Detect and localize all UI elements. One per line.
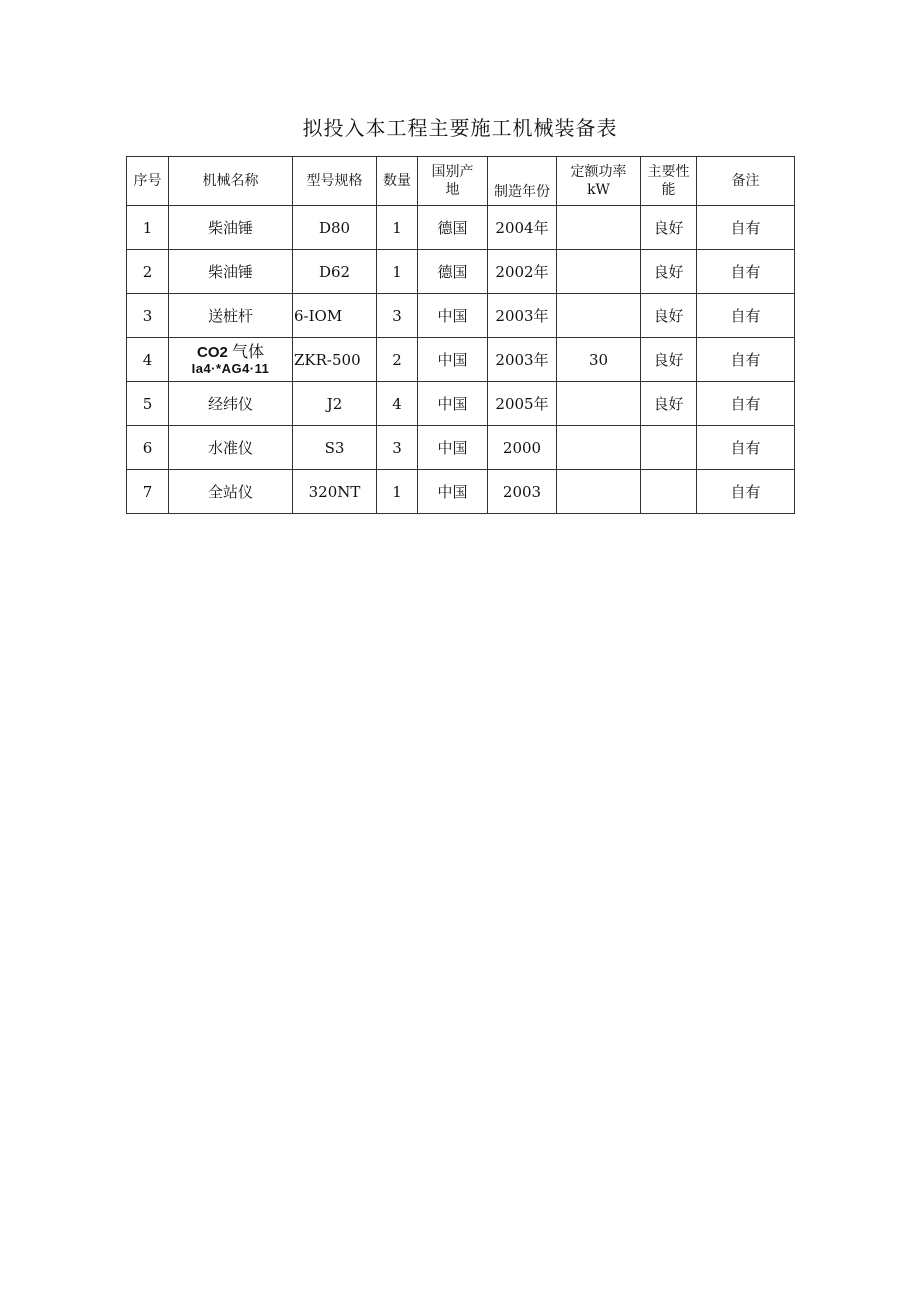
cell-year: 2005年 <box>488 382 557 426</box>
header-power <box>557 157 641 206</box>
cell-note: 自有 <box>697 294 795 338</box>
table-row <box>127 250 795 294</box>
cell-note: 自有 <box>697 338 795 382</box>
cell-qty: 1 <box>377 206 418 250</box>
table-row <box>127 382 795 426</box>
cell-perf <box>641 426 697 470</box>
cell-seq: 2 <box>127 250 169 294</box>
cell-perf: 良好 <box>641 250 697 294</box>
cell-name: 柴油锤 <box>169 250 293 294</box>
cell-note: 自有 <box>697 470 795 514</box>
cell-name-line1 <box>169 343 292 361</box>
cell-perf <box>641 470 697 514</box>
cell-year: 2000 <box>488 426 557 470</box>
table-row <box>127 470 795 514</box>
header-power-line2: kW <box>587 182 610 198</box>
header-name: 机械名称 <box>169 157 293 206</box>
cell-origin: 中国 <box>418 294 488 338</box>
cell-name-line2: Ia4·*AG4·11 <box>191 361 270 376</box>
cell-model: D62 <box>293 250 377 294</box>
cell-origin: 中国 <box>418 338 488 382</box>
cell-perf: 良好 <box>641 338 697 382</box>
table-row <box>127 206 795 250</box>
cell-power <box>557 382 641 426</box>
header-qty: 数量 <box>377 157 418 206</box>
cell-qty: 3 <box>377 294 418 338</box>
header-year-label: 制造年份 <box>494 184 550 200</box>
cell-origin: 德国 <box>418 250 488 294</box>
cell-model: S3 <box>293 426 377 470</box>
cell-model: D80 <box>293 206 377 250</box>
page-title: 拟投入本工程主要施工机械装备表 <box>302 116 618 140</box>
cell-qty: 3 <box>377 426 418 470</box>
cell-name: 送桩杆 <box>169 294 293 338</box>
header-origin-line2: 地 <box>445 182 460 198</box>
header-perf-line2: 能 <box>661 182 676 198</box>
cell-year: 2003 <box>488 470 557 514</box>
cell-name: 全站仪 <box>169 470 293 514</box>
cell-model: 6-IOM <box>293 294 377 338</box>
cell-power <box>557 470 641 514</box>
cell-power <box>557 426 641 470</box>
cell-name-gas: 气体 <box>232 342 265 361</box>
cell-name: 水准仪 <box>169 426 293 470</box>
cell-origin: 中国 <box>418 382 488 426</box>
cell-note: 自有 <box>697 426 795 470</box>
cell-year: 2003年 <box>488 338 557 382</box>
cell-perf: 良好 <box>641 294 697 338</box>
header-perf <box>641 157 697 206</box>
table-row <box>127 426 795 470</box>
header-model: 型号规格 <box>293 157 377 206</box>
equipment-table <box>126 156 795 514</box>
cell-name <box>169 338 293 382</box>
cell-model: J2 <box>293 382 377 426</box>
header-note: 备注 <box>697 157 795 206</box>
cell-note: 自有 <box>697 382 795 426</box>
cell-note: 自有 <box>697 250 795 294</box>
cell-year: 2004年 <box>488 206 557 250</box>
cell-qty: 1 <box>377 470 418 514</box>
cell-origin: 中国 <box>418 426 488 470</box>
cell-model: ZKR-500 <box>293 338 377 382</box>
cell-seq: 7 <box>127 470 169 514</box>
header-origin <box>418 157 488 206</box>
cell-year: 2002年 <box>488 250 557 294</box>
cell-note: 自有 <box>697 206 795 250</box>
cell-origin: 中国 <box>418 470 488 514</box>
cell-qty: 2 <box>377 338 418 382</box>
cell-origin: 德国 <box>418 206 488 250</box>
table-header-row <box>127 157 795 206</box>
table-row <box>127 338 795 382</box>
cell-seq: 1 <box>127 206 169 250</box>
cell-power <box>557 294 641 338</box>
header-year <box>488 157 557 206</box>
cell-model: 320NT <box>293 470 377 514</box>
cell-power: 30 <box>557 338 641 382</box>
cell-seq: 3 <box>127 294 169 338</box>
table-row <box>127 294 795 338</box>
cell-perf: 良好 <box>641 206 697 250</box>
header-origin-line1: 国别产 <box>431 164 474 180</box>
cell-seq: 5 <box>127 382 169 426</box>
cell-name: 柴油锤 <box>169 206 293 250</box>
header-seq: 序号 <box>127 157 169 206</box>
cell-qty: 4 <box>377 382 418 426</box>
cell-name-co2: CO2 <box>196 344 228 361</box>
header-perf-line1: 主要性 <box>647 164 690 180</box>
header-power-line1: 定额功率 <box>570 164 627 180</box>
cell-year: 2003年 <box>488 294 557 338</box>
cell-name: 经纬仪 <box>169 382 293 426</box>
cell-perf: 良好 <box>641 382 697 426</box>
cell-power <box>557 206 641 250</box>
cell-seq: 6 <box>127 426 169 470</box>
cell-power <box>557 250 641 294</box>
cell-seq: 4 <box>127 338 169 382</box>
cell-qty: 1 <box>377 250 418 294</box>
